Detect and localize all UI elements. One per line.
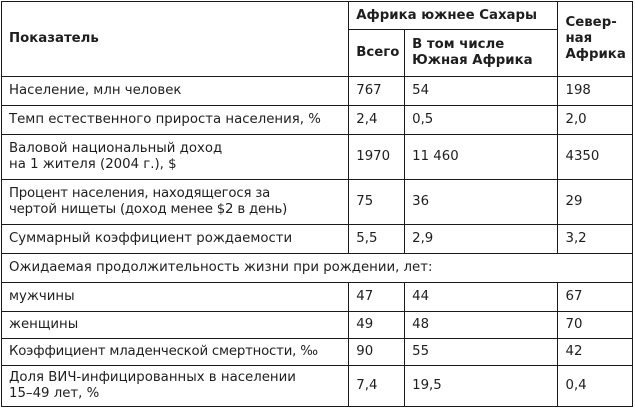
- row-label: Темп естественного прироста населения, %: [2, 106, 349, 135]
- cell-total: 5,5: [349, 225, 405, 254]
- cell-north-africa: 42: [558, 339, 633, 366]
- row-label: мужчины: [2, 283, 349, 312]
- cell-south-africa: 0,5: [405, 106, 558, 135]
- row-label: женщины: [2, 312, 349, 339]
- cell-south-africa: 2,9: [405, 225, 558, 254]
- header-indicator: Показатель: [2, 2, 349, 77]
- table-row: [2, 283, 633, 312]
- row-label: Коэффициент младенческой смертности, ‰: [2, 339, 349, 366]
- section-life-expectancy: Ожидаемая продолжительность жизни при рождении, лет:: [2, 254, 633, 283]
- table-row: [2, 225, 633, 254]
- header-north-africa: Север- ная Африка: [558, 2, 633, 77]
- cell-total: 49: [349, 312, 405, 339]
- cell-total: 90: [349, 339, 405, 366]
- row-label: Процент населения, находящегося за чертой нищеты (доход менее $2 в день): [2, 180, 349, 225]
- cell-south-africa: 48: [405, 312, 558, 339]
- table-row: [2, 106, 633, 135]
- header-row: [2, 2, 633, 30]
- cell-north-africa: 198: [558, 77, 633, 106]
- cell-south-africa: 55: [405, 339, 558, 366]
- table-row: [2, 180, 633, 225]
- cell-north-africa: 0,4: [558, 366, 633, 407]
- cell-south-africa: 19,5: [405, 366, 558, 407]
- cell-south-africa: 54: [405, 77, 558, 106]
- table-row: [2, 312, 633, 339]
- table-row: [2, 77, 633, 106]
- table-row: [2, 135, 633, 180]
- cell-north-africa: 67: [558, 283, 633, 312]
- cell-north-africa: 3,2: [558, 225, 633, 254]
- statistics-table: [1, 1, 633, 407]
- row-label: Валовой национальный доход на 1 жителя (2004 г.), $: [2, 135, 349, 180]
- row-label: Доля ВИЧ-инфицированных в населении 15–49 лет, %: [2, 366, 349, 407]
- table-row: [2, 339, 633, 366]
- cell-total: 47: [349, 283, 405, 312]
- cell-south-africa: 36: [405, 180, 558, 225]
- row-label: Население, млн человек: [2, 77, 349, 106]
- cell-total: 2,4: [349, 106, 405, 135]
- cell-north-africa: 2,0: [558, 106, 633, 135]
- cell-total: 7,4: [349, 366, 405, 407]
- header-south-africa: В том числе Южная Африка: [405, 30, 558, 77]
- cell-south-africa: 44: [405, 283, 558, 312]
- cell-total: 1970: [349, 135, 405, 180]
- cell-north-africa: 4350: [558, 135, 633, 180]
- table-row: [2, 366, 633, 407]
- cell-north-africa: 29: [558, 180, 633, 225]
- header-sub-saharan-africa: Африка южнее Сахары: [349, 2, 558, 30]
- header-total: Всего: [349, 30, 405, 77]
- cell-north-africa: 70: [558, 312, 633, 339]
- row-label: Суммарный коэффициент рождаемости: [2, 225, 349, 254]
- cell-total: 75: [349, 180, 405, 225]
- section-row: [2, 254, 633, 283]
- cell-south-africa: 11 460: [405, 135, 558, 180]
- cell-total: 767: [349, 77, 405, 106]
